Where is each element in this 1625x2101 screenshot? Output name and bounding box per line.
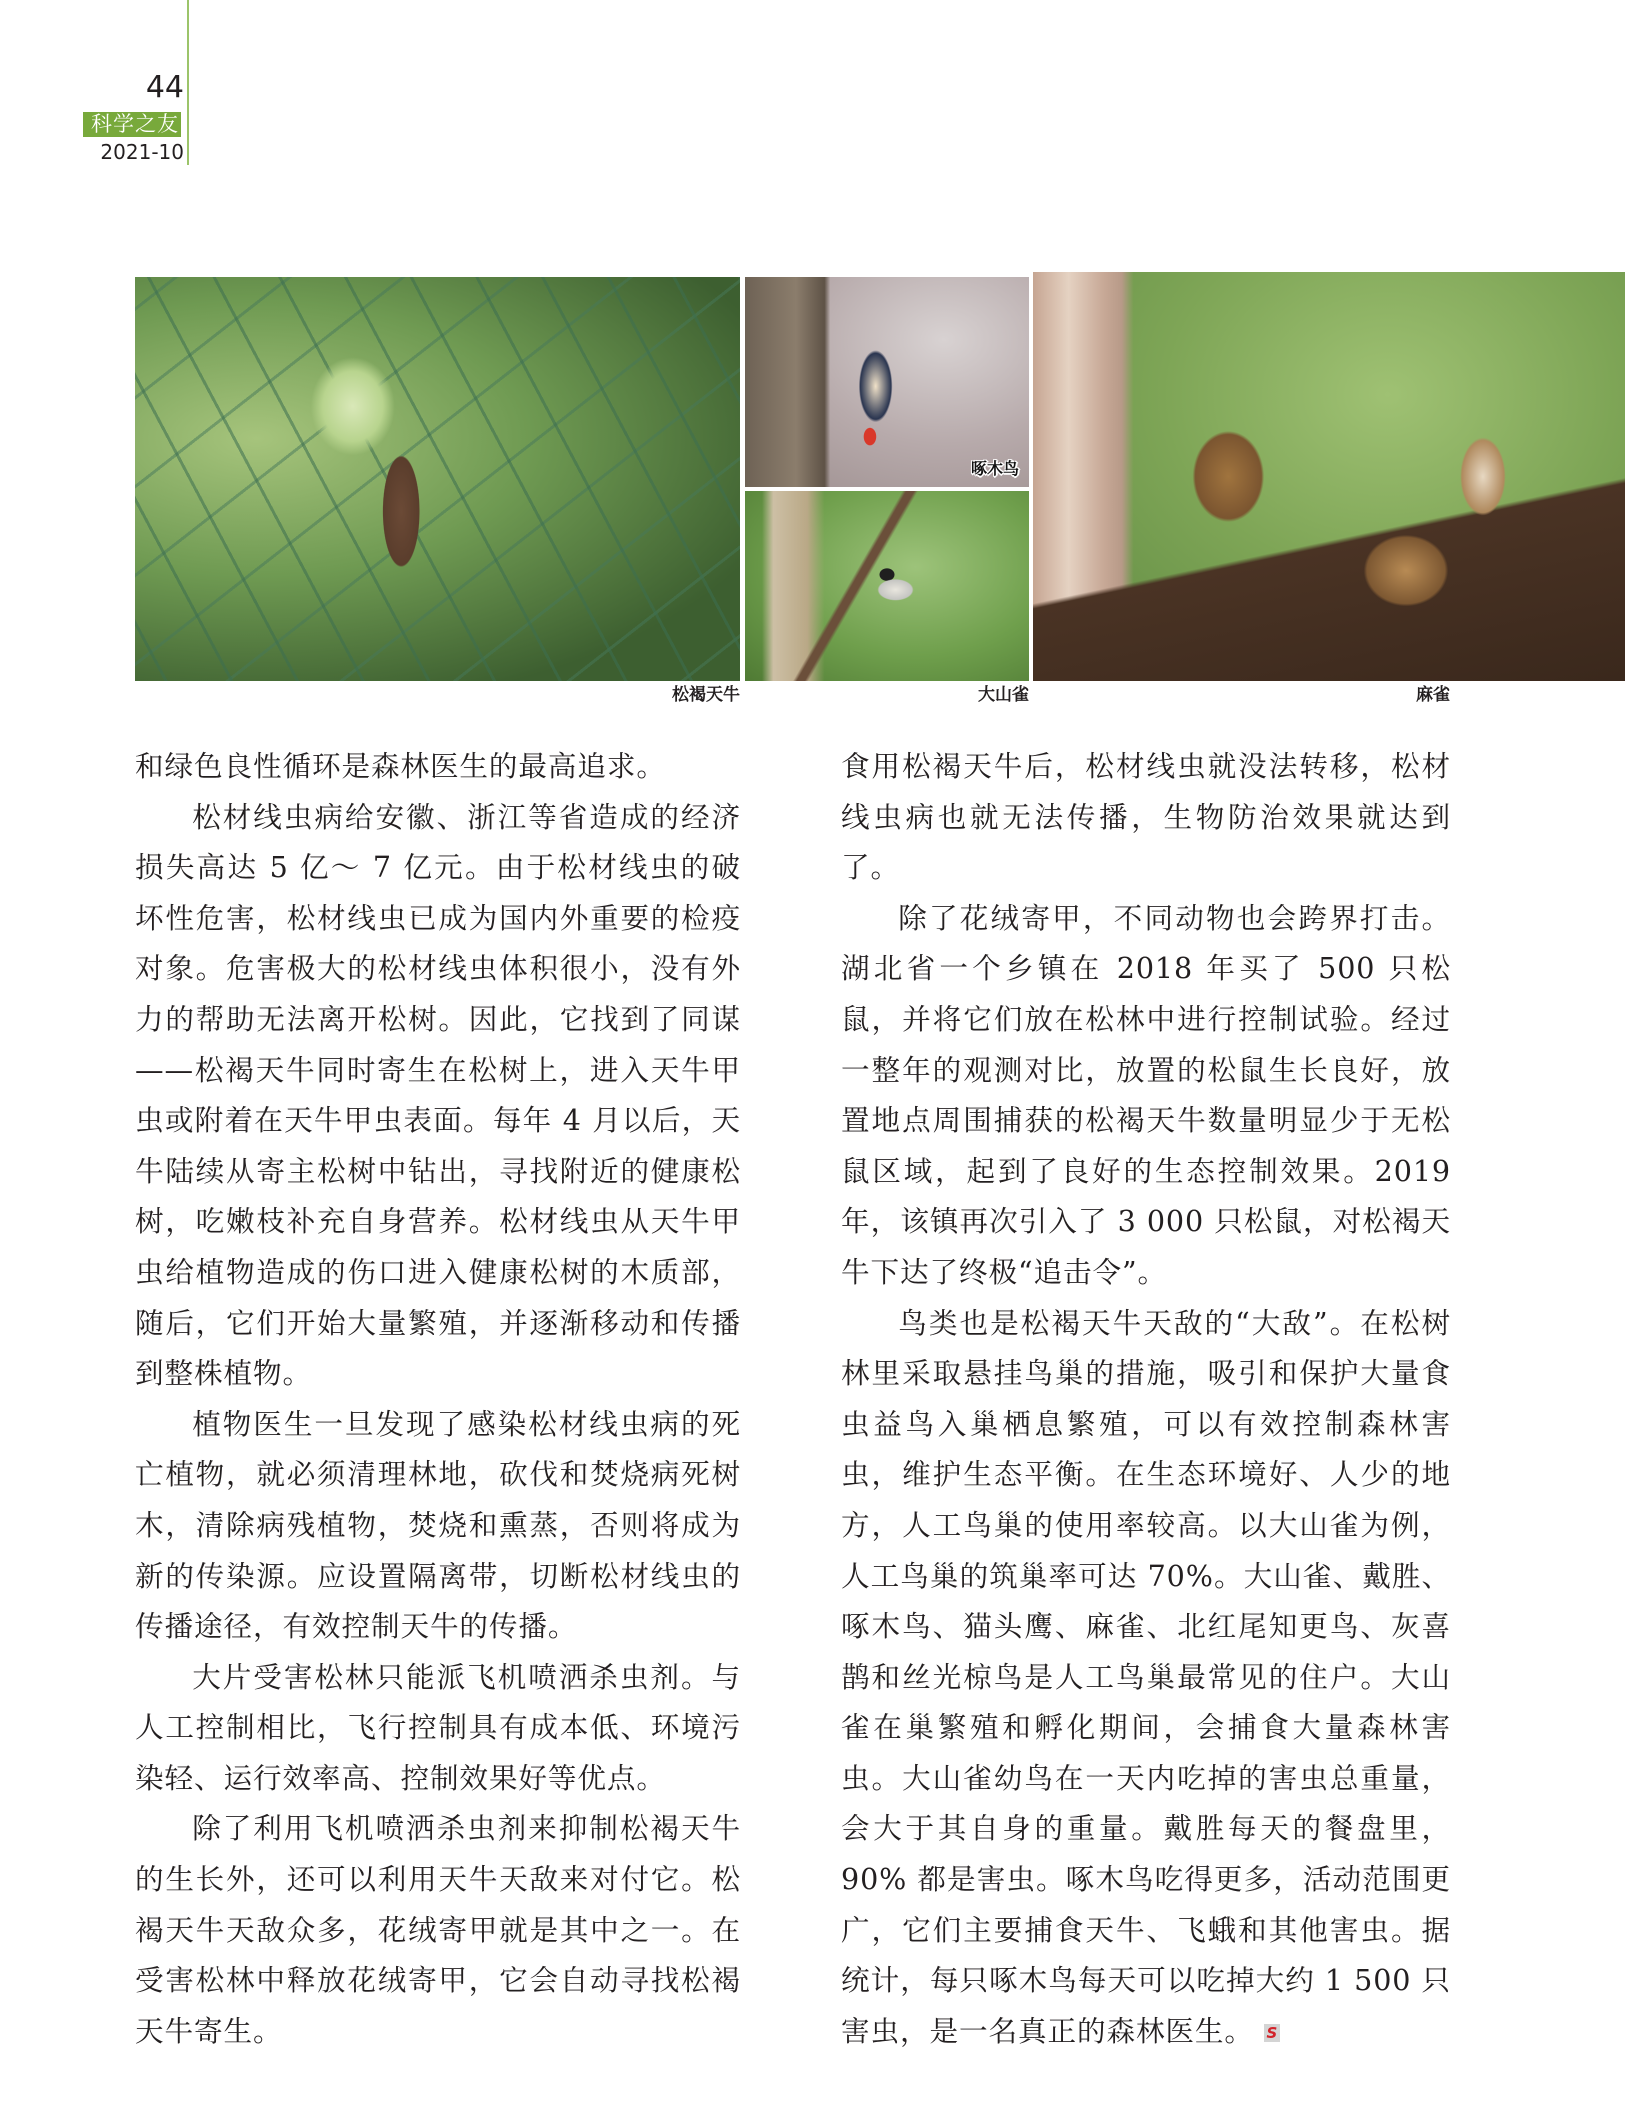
article-column-right — [841, 741, 1451, 2056]
caption-sparrows: 麻雀 — [1416, 685, 1450, 705]
caption-beetle: 松褐天牛 — [672, 685, 740, 705]
caption-great-tit: 大山雀 — [978, 685, 1029, 705]
paragraph: 除了利用飞机喷洒杀虫剂来抑制松褐天牛的生长外，还可以利用天牛天敌来对付它。松褐天牛天敌众多，花绒寄甲就是其中之一。在受害松林中释放花绒寄甲，它会自动寻找松褐天牛寄生。 — [135, 1811, 741, 2048]
paragraph — [841, 1298, 1451, 2057]
paragraph: 植物医生一旦发现了感染松材线虫病的死亡植物，就必须清理林地，砍伐和焚烧病死树木，清除病残植物，焚烧和熏蒸，否则将成为新的传染源。应设置隔离带，切断松材线虫的传播途径，有效控制天牛的传播。 — [135, 1406, 741, 1644]
issue-date: 2021-10 — [100, 140, 184, 164]
article-column-left — [135, 741, 741, 2056]
photo-woodpecker — [745, 277, 1029, 487]
paragraph-text: 鸟类也是松褐天牛天敌的“大敌”。在松树林里采取悬挂鸟巢的措施，吸引和保护大量食虫益鸟入巢栖息繁殖，可以有效控制森林害虫，维护生态平衡。在生态环境好、人少的地方，人工鸟巢的使用率较高。以大山雀为例，人工鸟巢的筑巢率可达 70%。大山雀、戴胜、啄木鸟、猫头鹰、麻雀、北红尾知更鸟、灰喜鹊和丝光椋鸟是人工鸟巢最常见的住户。大山雀在巢繁殖和孵化期间，会捕食大量森林害虫。大山雀幼鸟在一天内吃掉的害虫总重量，会大于其自身的重量。戴胜每天的餐盘里，90% 都是害虫。啄木鸟吃得更多，活动范围更广，它们主要捕食天牛、飞蛾和其他害虫。据统计，每只啄木鸟每天可以吃掉大约 1 500 只害虫，是一名真正的森林医生。 — [841, 1305, 1451, 2048]
photo-sparrows — [1033, 272, 1625, 681]
paragraph: 大片受害松林只能派飞机喷洒杀虫剂。与人工控制相比，飞行控制具有成本低、环境污染轻、运行效率高、控制效果好等优点。 — [135, 1659, 741, 1795]
paragraph: 松材线虫病给安徽、浙江等省造成的经济损失高达 5 亿～ 7 亿元。由于松材线虫的破坏性危害，松材线虫已成为国内外重要的检疫对象。危害极大的松材线虫体积很小，没有外力的帮助无法离开松树。因此，它找到了同谋——松褐天牛同时寄生在松树上，进入天牛甲虫或附着在天牛甲虫表面。每年 4 月以后，天牛陆续从寄主松树中钻出，寻找附近的健康松树，吃嫩枝补充自身营养。松材线虫从天牛甲虫给植物造成的伤口进入健康松树的木质部，随后，它们开始大量繁殖，并逐渐移动和传播到整株植物。 — [135, 799, 741, 1391]
photo-great-tit — [745, 491, 1029, 681]
paragraph: 除了花绒寄甲，不同动物也会跨界打击。湖北省一个乡镇在 2018 年买了 500 只松鼠，并将它们放在松林中进行控制试验。经过一整年的观测对比，放置的松鼠生长良好，放置地点周围捕获的松褐天牛数量明显少于无松鼠区域，起到了良好的生态控制效果。2019 年，该镇再次引入了 3 000 只松鼠，对松褐天牛下达了终极“追击令”。 — [841, 900, 1451, 1289]
paragraph: 和绿色良性循环是森林医生的最高追求。 — [135, 749, 666, 783]
magazine-name: 科学之友 — [83, 112, 181, 137]
woodpecker-label: 啄木鸟 — [970, 459, 1019, 478]
paragraph: 食用松褐天牛后，松材线虫就没法转移，松材线虫病也就无法传播，生物防治效果就达到了。 — [841, 749, 1451, 885]
header-divider-line — [187, 0, 189, 165]
photo-pine-sawyer-beetle — [135, 277, 740, 681]
page-number: 44 — [145, 70, 184, 105]
end-of-article-icon: S — [1264, 2024, 1280, 2042]
